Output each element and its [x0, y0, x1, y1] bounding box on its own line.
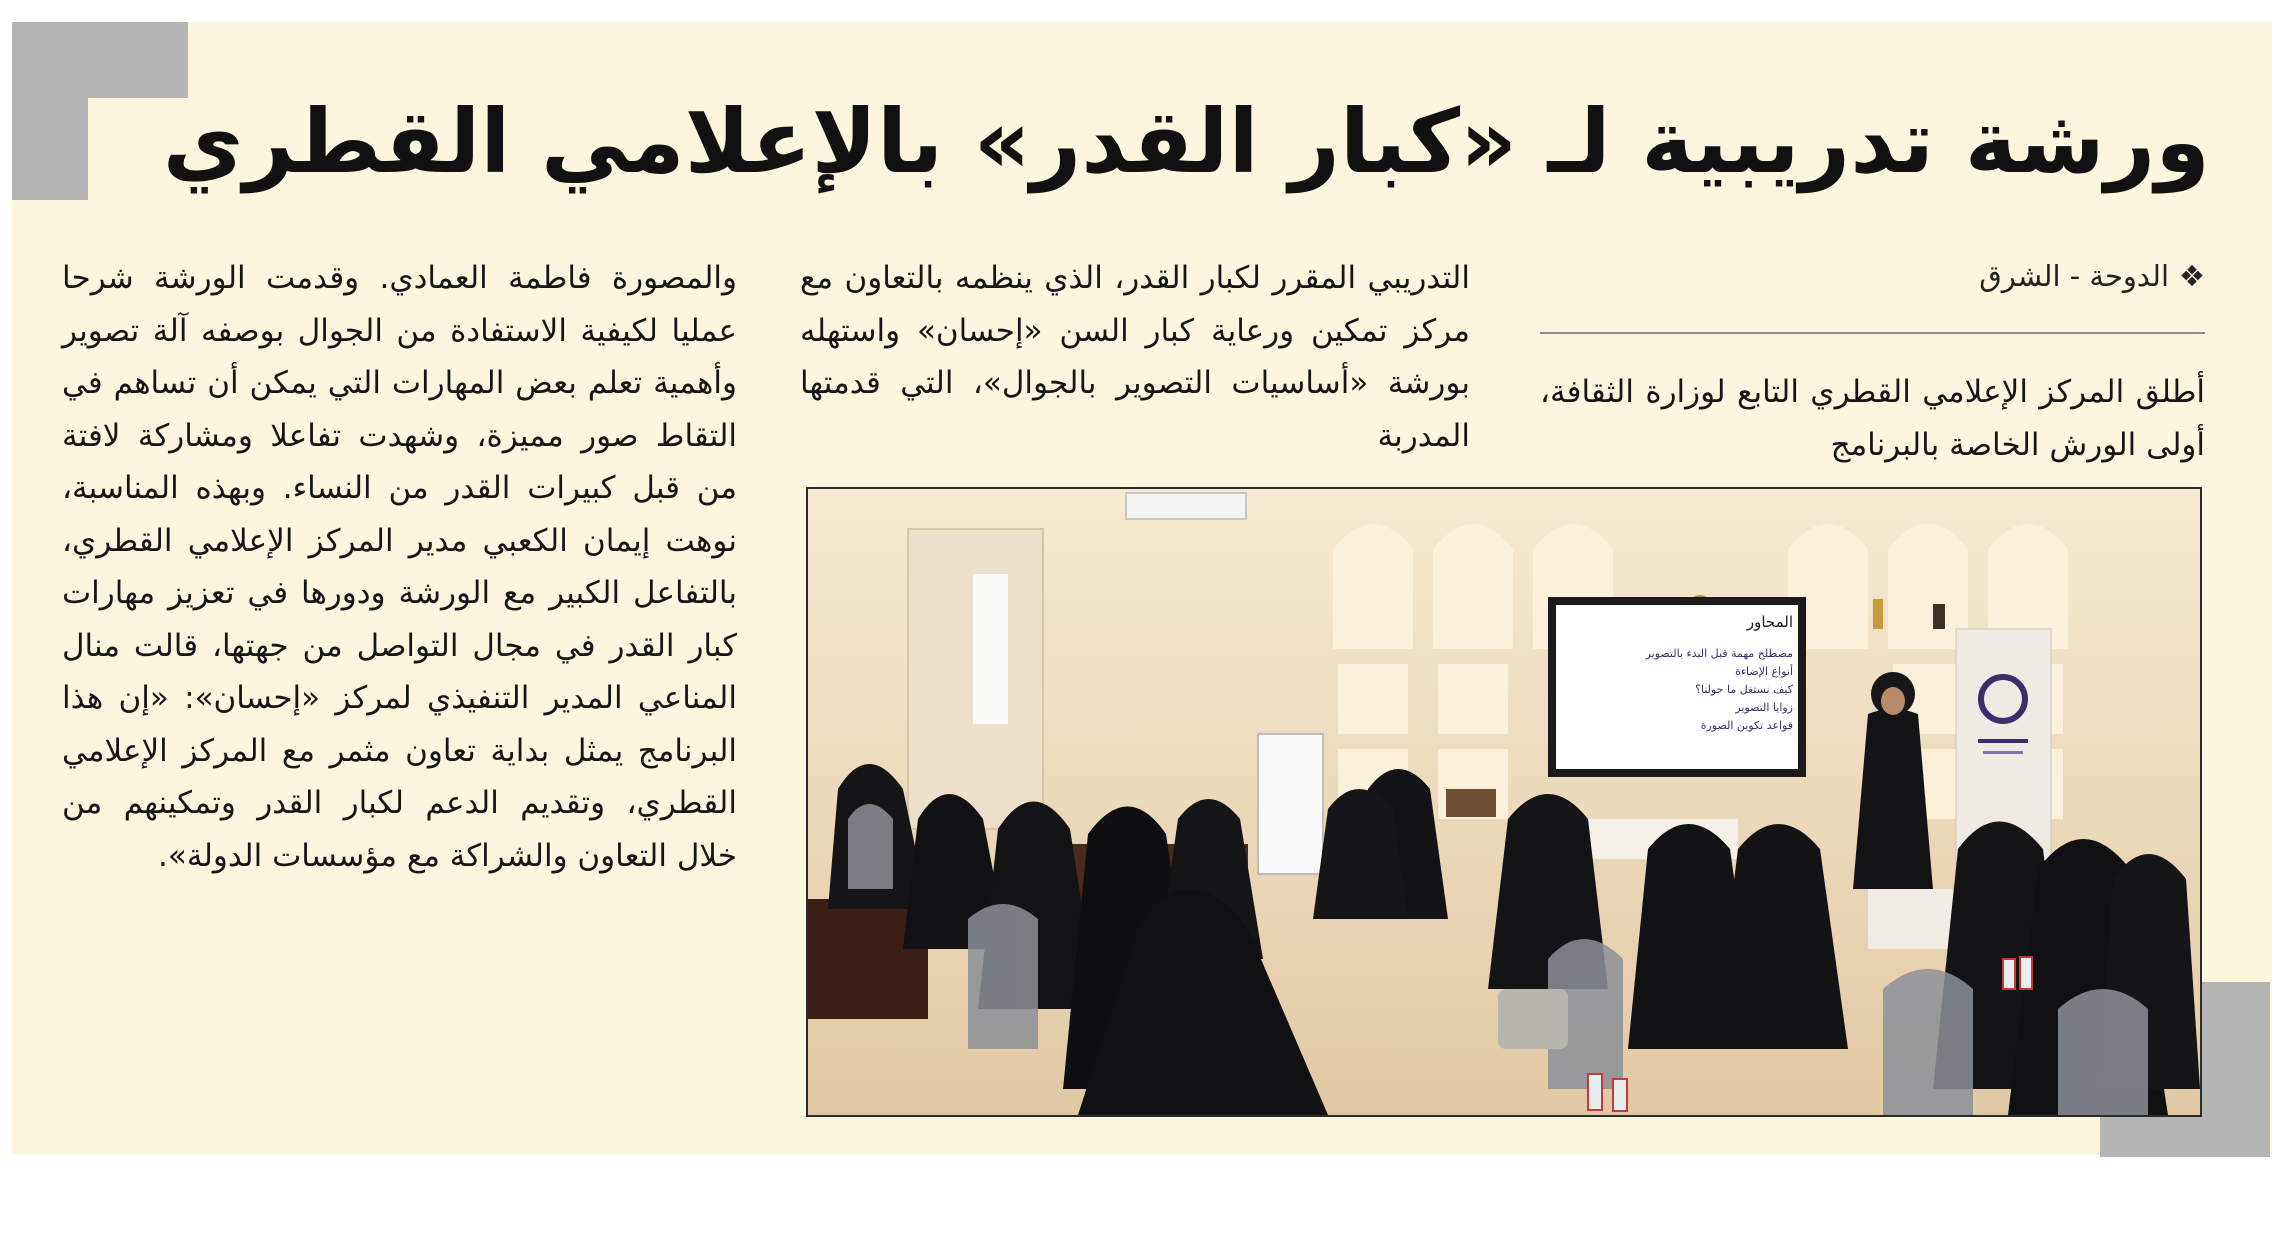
byline-text: الدوحة - الشرق — [1979, 259, 2169, 293]
article-column-left: والمصورة فاطمة العمادي. وقدمت الورشة شرحا عمليا لكيفية الاستفادة من الجوال بوصفه آلة تصوير وأهمية تعلم بعض المهارات التي يمكن أن تساهم في التقاط صور مميزة، وشهدت تفاعلا ومشاركة لافتة من قبل كبيرات القدر من النساء. وبهذه المناسبة، نوهت إيمان الكعبي مدير المركز الإعلامي القطري، بالتفاعل الكبير مع الورشة ودورها في تعزيز مهارات كبار القدر في مجال التواصل من جهتها، قالت منال المناعي المدير التنفيذي لمركز «إحسان»: «إن هذا البرنامج يمثل بداية تعاون مثمر مع المركز الإعلامي القطري، وتقديم الدعم لكبار القدر وتمكينهم من خلال التعاون والشراكة مع مؤسسات الدولة». — [62, 260, 737, 874]
article-headline: ورشة تدريبية لـ «كبار القدر» بالإعلامي القطري — [162, 90, 2210, 193]
handbag — [1498, 989, 1568, 1049]
slide-item-3: كيف نستغل ما حولنا؟ — [1695, 683, 1793, 696]
workshop-photo — [806, 487, 2202, 1117]
corner-decoration-bottom-right-horizontal — [2100, 1117, 2270, 1157]
door-window — [973, 574, 1008, 724]
article-byline — [1540, 250, 2205, 302]
slide-title: المحاور — [1746, 613, 1793, 631]
water-bottle — [1613, 1079, 1627, 1111]
article-column-right: أطلق المركز الإعلامي القطري التابع لوزارة الثقافة، أولى الورش الخاصة بالبرنامج — [1540, 374, 2205, 463]
workshop-photo-illustration — [808, 489, 2200, 1115]
article-column-middle: التدريبي المقرر لكبار القدر، الذي ينظمه بالتعاون مع مركز تمكين ورعاية كبار السن «إحسان» واستهله بورشة «أساسيات التصوير بالجوال»، التي قدمتها المدربة — [800, 260, 1470, 454]
flipchart — [1258, 734, 1323, 874]
corner-decoration-top-left-vertical — [12, 22, 88, 200]
byline-bullet-icon: ❖ — [2179, 259, 2205, 293]
water-bottle — [2020, 957, 2032, 989]
presentation-screen — [1548, 597, 1806, 777]
slide-item-2: أنواع الإضاءة — [1735, 665, 1793, 678]
byline-divider — [1540, 332, 2205, 334]
slide-item-4: زوايا التصوير — [1735, 701, 1793, 714]
slide-item-1: مصطلح مهمة قبل البدء بالتصوير — [1645, 647, 1793, 660]
water-bottle — [2003, 959, 2015, 989]
water-bottle — [1588, 1074, 1602, 1110]
air-conditioner — [1126, 493, 1246, 519]
slide-item-5: قواعد تكوين الصورة — [1700, 719, 1793, 732]
